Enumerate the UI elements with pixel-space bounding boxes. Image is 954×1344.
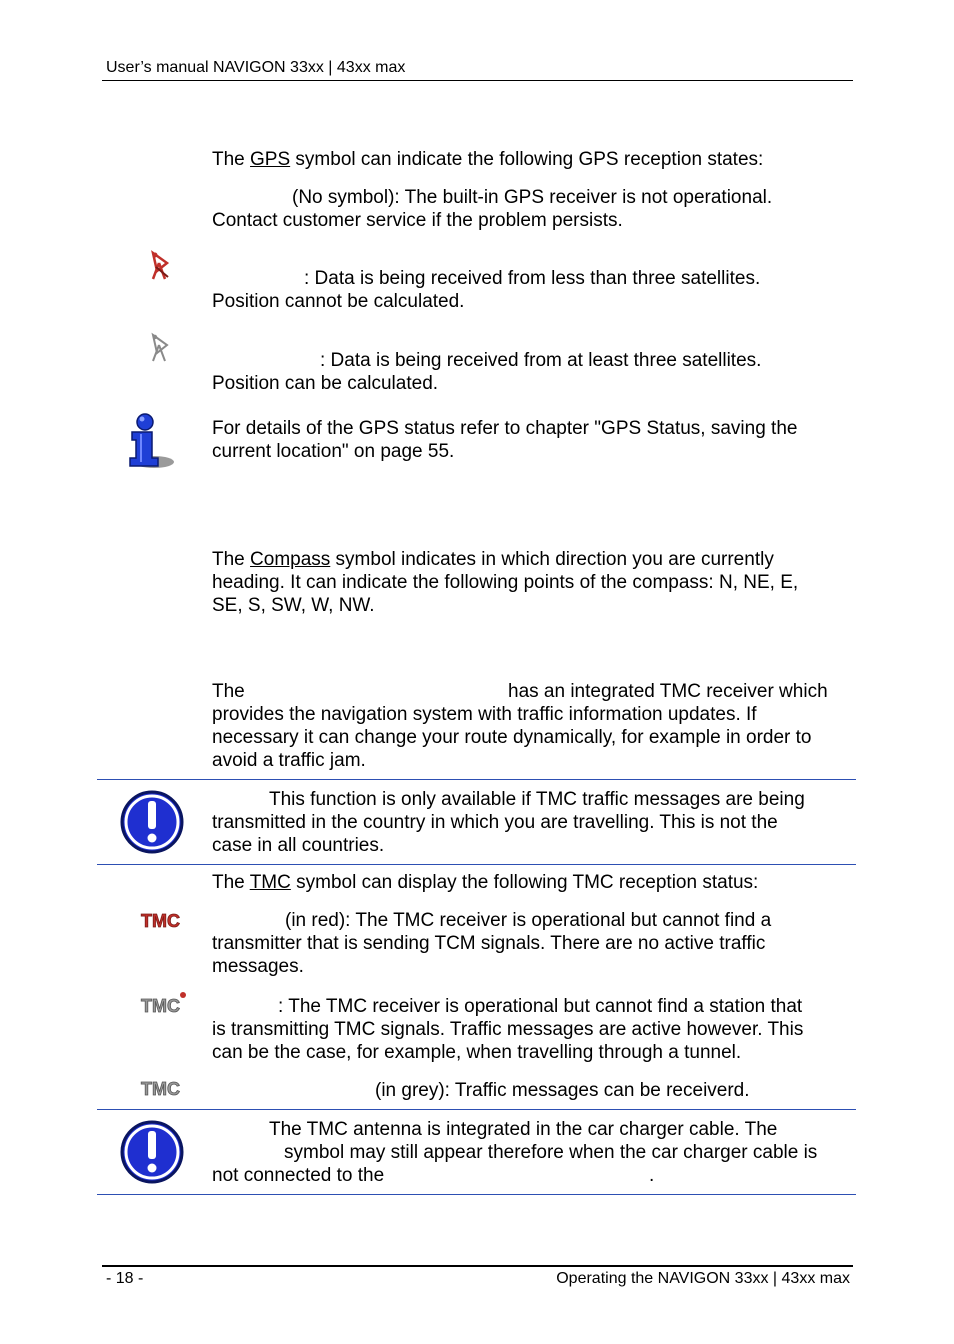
tmc-status-intro: The TMC symbol can display the following TMC reception status: bbox=[212, 872, 759, 893]
svg-text:TMC: TMC bbox=[141, 911, 180, 931]
gps-ready-line1: : Data is being received from at least three satellites. bbox=[320, 350, 762, 371]
tmc-intro-line4: avoid a traffic jam. bbox=[212, 750, 366, 771]
note1-top-rule bbox=[97, 779, 856, 780]
note2-line1: The TMC antenna is integrated in the car charger cable. The bbox=[269, 1119, 778, 1140]
note1-line1: This function is only available if TMC traffic messages are being bbox=[269, 789, 805, 810]
tmc-link[interactable]: TMC bbox=[249, 872, 291, 893]
gps-info-line2: current location" on page 55. bbox=[212, 441, 455, 462]
note2-line2: symbol may still appear therefore when the car charger cable is bbox=[284, 1142, 818, 1163]
tmc-searching-icon bbox=[140, 990, 190, 1016]
note2-line3-end: . bbox=[649, 1165, 655, 1186]
note1-line2: transmitted in the country in which you are travelling. This is not the bbox=[212, 812, 778, 833]
compass-line3: SE, S, SW, W, NW. bbox=[212, 595, 375, 616]
tmc-searching-line1: : The TMC receiver is operational but cannot find a station that bbox=[278, 996, 803, 1017]
note2-line3-start: not connected to the bbox=[212, 1165, 385, 1186]
tmc-red-line1: (in red): The TMC receiver is operational but cannot find a bbox=[285, 910, 772, 931]
compass-line1: The Compass symbol indicates in which direction you are currently bbox=[212, 549, 774, 570]
running-header: User’s manual NAVIGON 33xx | 43xx max bbox=[106, 59, 406, 76]
note2-top-rule bbox=[97, 1109, 856, 1110]
exclamation-icon bbox=[119, 1119, 185, 1185]
tmc-intro-line3: necessary it can change your route dynamically, for example in order to bbox=[212, 727, 812, 748]
gps-no-signal-line2: Position cannot be calculated. bbox=[212, 291, 465, 312]
tmc-red-line3: messages. bbox=[212, 956, 304, 977]
gps-info-line1: For details of the GPS status refer to chapter "GPS Status, saving the bbox=[212, 418, 798, 439]
gps-no-symbol-line1: (No symbol): The built-in GPS receiver is not operational. bbox=[292, 187, 773, 208]
info-icon bbox=[124, 412, 178, 472]
header-rule bbox=[102, 80, 853, 81]
page-number: - 18 - bbox=[106, 1270, 144, 1287]
gps-link[interactable]: GPS bbox=[250, 149, 291, 170]
footer-rule bbox=[102, 1265, 853, 1267]
gps-no-signal-line1: : Data is being received from less than three satellites. bbox=[304, 268, 761, 289]
tmc-intro-line1-end: has an integrated TMC receiver which bbox=[508, 681, 828, 702]
gps-ready-line2: Position can be calculated. bbox=[212, 373, 439, 394]
exclamation-icon bbox=[119, 789, 185, 855]
gps-no-symbol-line2: Contact customer service if the problem persists. bbox=[212, 210, 623, 231]
tmc-grey-icon bbox=[140, 1077, 180, 1099]
note1-line3: case in all countries. bbox=[212, 835, 385, 856]
compass-link[interactable]: Compass bbox=[250, 549, 331, 570]
tmc-searching-line2: is transmitting TMC signals. Traffic messages are active however. This bbox=[212, 1019, 804, 1040]
note2-bottom-rule bbox=[97, 1194, 856, 1195]
compass-line2: heading. It can indicate the following points of the compass: N, NE, E, bbox=[212, 572, 799, 593]
tmc-red-icon bbox=[140, 909, 180, 931]
gps-no-signal-icon bbox=[147, 249, 173, 281]
svg-text:TMC: TMC bbox=[141, 996, 180, 1016]
note1-bottom-rule bbox=[97, 864, 856, 865]
tmc-red-line2: transmitter that is sending TCM signals. There are no active traffic bbox=[212, 933, 766, 954]
tmc-searching-line3: can be the case, for example, when travelling through a tunnel. bbox=[212, 1042, 742, 1063]
gps-intro: The GPS symbol can indicate the following GPS reception states: bbox=[212, 149, 764, 170]
tmc-intro-line2: provides the navigation system with traffic information updates. If bbox=[212, 704, 757, 725]
footer-title: Operating the NAVIGON 33xx | 43xx max bbox=[556, 1270, 850, 1287]
svg-text:TMC: TMC bbox=[141, 1079, 180, 1099]
tmc-intro-line1-start: The bbox=[212, 681, 245, 702]
gps-ready-icon bbox=[147, 331, 173, 363]
tmc-grey-line1: (in grey): Traffic messages can be receiverd. bbox=[375, 1080, 750, 1101]
